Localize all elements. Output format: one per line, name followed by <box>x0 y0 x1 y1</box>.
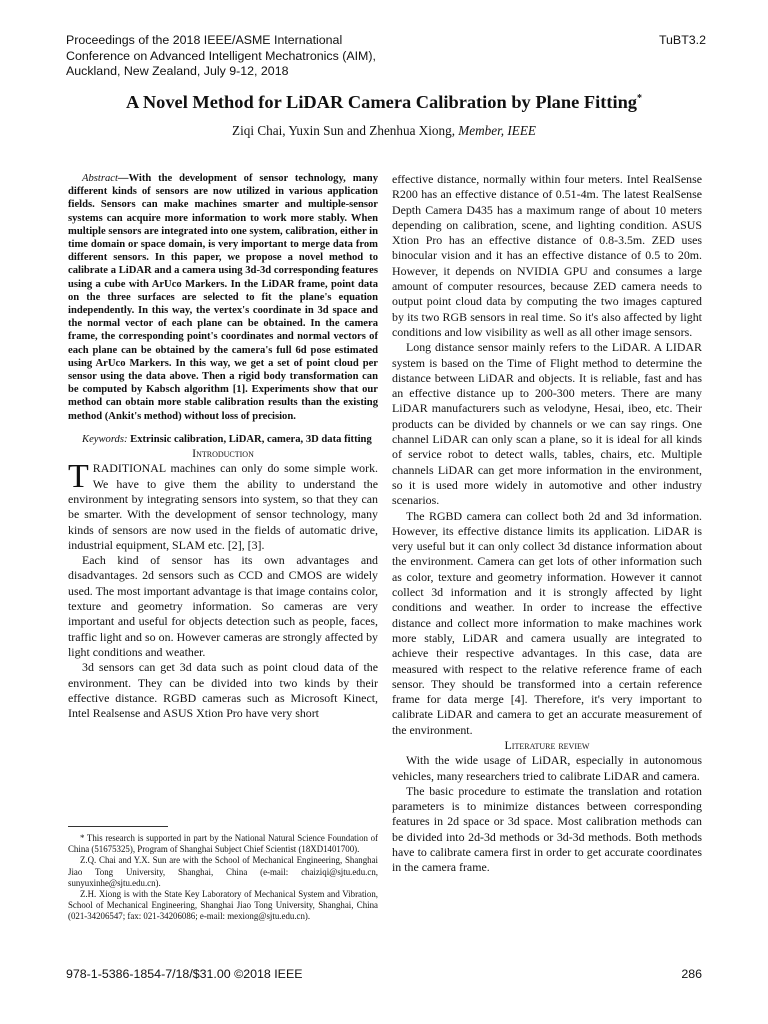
abstract-text: —With the development of sensor technology, many different kinds of sensors are now utilized in various application fields. Sensors can make machines smarter and multiple-sensor systems can acquire more information to work more stably. When multiple sensors are integrated into one system, calibration, either in time domain or space domain, is very important to merge data from different sensors. In this paper, we propose a novel method to calibrate a LiDAR and a camera using 3d-3d corresponding features using a cube with ArUco Markers. In the LiDAR frame, point data on the three surfaces are selected to fit the plane's equation independently. In this way, the vertex's coordinate in 3d space and the normal vector of each plane can be obtained. In the camera frame, the corresponding point's coordinates and normal vectors of each plane can be obtained by the camera's full 6d pose estimated using ArUco Markers. In this way, we get a set of point cloud per sensor using the data above. Then a rigid body transformation can be computed by Kabsch algorithm [1]. Experiments show that our method can obtain more stable calibration results than the existing method (Ankit's method) without loss of precision. <box>68 173 378 422</box>
intro-paragraph-2: Each kind of sensor has its own advantages and disadvantages. 2d sensors such as CCD and CMOS are widely used. The most important advantage is that image contains color, texture and geometry information. So cameras are very important and useful for objects detection such as people, faces, traffic light and so on. However cameras are strongly affected by light conditions and weather. <box>68 553 378 659</box>
footnote-rule <box>68 826 168 827</box>
section-heading-introduction: Introduction <box>192 446 254 461</box>
keywords-label: Keywords: <box>82 433 128 445</box>
abstract-label: Abstract <box>82 173 118 184</box>
footnotes <box>68 826 378 923</box>
author-role: Member, IEEE <box>458 123 536 138</box>
page-footer <box>66 967 702 981</box>
header-line-3: Auckland, New Zealand, July 9-12, 2018 <box>66 64 289 79</box>
author-line <box>0 123 768 139</box>
isbn-copyright: 978-1-5386-1854-7/18/$31.00 ©2018 IEEE <box>66 967 303 981</box>
abstract <box>68 172 378 423</box>
right-paragraph-3: The RGBD camera can collect both 2d and 3d information. However, its effective distance limits its application. LiDAR is very useful but it can only collect 3d distance information about the environment. Camera can get lots of other information such as color, texture and geometry information. However it cannot collect 3d information and it is strongly affected by light conditions and weather. In order to increase the effective distance and collect more information to make machines work more stably, LiDAR and camera usually are integrated to achieve their respective advantages. In this case, data are measured with respect to the relative reference frame of each sensor. They should be transformed into a certain reference frame for data merge [4]. Therefore, it's very important to calibrate LiDAR and camera to get an accurate measurement of the environment. <box>392 508 702 737</box>
right-paragraph-1: effective distance, normally within four meters. Intel RealSense R200 has an effective distance of 0.51-4m. The latest RealSense Depth Camera D435 has a maximum range of about 10 meters depending on calibration, scene, and lighting condition. ASUS Xtion Pro has an effective distance of 0.8-3.5m. ZED uses binocular vision and it has an effective distance of 0.5 to 20m. However, it depends on NVIDIA GPU and consumes a large amount of computer resources, because ZED camera needs to output point cloud data by computing the two images captured by its two RGB sensors in real time. So it's also affected by light conditions and low visibility as well as all other image sensors. <box>392 172 702 339</box>
footnote-affiliation-1: Z.Q. Chai and Y.X. Sun are with the School of Mechanical Engineering, Shanghai Jiao Tong University, Shanghai, China (e-mail: chaiziqi@sjtu.edu.cn, sunyuxinhe@sjtu.edu.cn). <box>68 855 378 888</box>
paper-title <box>0 92 768 113</box>
intro-paragraph-1-text: RADITIONAL machines can only do some simple work. We have to give them the ability to understand the environment by integrating sensors into system, so that they can be smarter. With the development of sensor technology, many kinds of sensors are now used in the fields of automatic drive, industrial equipment, SLAM etc. [2], [3]. <box>68 461 378 552</box>
section-heading-literature-review: Literature review <box>504 737 590 752</box>
footnote-funding: * This research is supported in part by the National Natural Science Foundation of China (51675325), Program of Shanghai Subject Chief Scientist (18XD1401700). <box>68 833 378 855</box>
header-line-2: Conference on Advanced Intelligent Mechatronics (AIM), <box>66 48 376 63</box>
footnote-affiliation-2: Z.H. Xiong is with the State Key Laboratory of Mechanical System and Vibration, School of Mechanical Engineering, Shanghai Jiao Tong University, Shanghai, China (021-34206547; fax: 021-34206086; e-mail: mexiong@sjtu.edu.cn). <box>68 889 378 922</box>
page-number: 286 <box>681 967 702 981</box>
keywords <box>68 433 378 446</box>
right-paragraph-2: Long distance sensor mainly refers to the LiDAR. A LIDAR system is based on the Time of Flight method to determine the distance between LiDAR and objects. It is reliable, fast and has an effective distance up to 200-300 meters. There are many LiDAR manufacturers such as velodyne, Hesai, ibeo, etc. Their products can be divided by channels or we can say rings. One channel LiDAR can only scan a plane, so it is ideal for all kinds of service robot to detect walls, tables, chairs, etc. Multiple channels LiDAR can get more information in the environment, so it is used more widely in automotive and other industry scenarios. <box>392 340 702 508</box>
right-paragraph-5: The basic procedure to estimate the translation and rotation parameters is to minimize distances between corresponding features in 2d space or 3d space. Most calibration methods can be divided into 2d-3d methods or 3d-3d methods. Both methods have to calibrate camera first in order to get accurate coordinates in the camera frame. <box>392 783 702 875</box>
header-line-1: Proceedings of the 2018 IEEE/ASME International <box>66 33 343 47</box>
right-column <box>392 172 702 876</box>
author-names: Ziqi Chai, Yuxin Sun and Zhenhua Xiong, <box>232 123 459 138</box>
left-column <box>68 172 378 721</box>
intro-paragraph-1 <box>68 458 378 553</box>
right-paragraph-4: With the wide usage of LiDAR, especially in autonomous vehicles, many researchers tried to calibrate LiDAR and camera. <box>392 753 702 783</box>
session-code: TuBT3.2 <box>658 33 706 47</box>
intro-paragraph-3: 3d sensors can get 3d data such as point cloud data of the environment. They can be divided into two kinds by their effective distance. RGBD cameras such as Microsoft Kinect, Intel Realsense and ASUS Xtion Pro have very short <box>68 660 378 721</box>
paper-title-text: A Novel Method for LiDAR Camera Calibration by Plane Fitting <box>126 92 637 112</box>
keywords-text: Extrinsic calibration, LiDAR, camera, 3D data fitting <box>127 433 372 445</box>
drop-cap: T <box>68 458 89 496</box>
proceedings-header <box>66 33 706 80</box>
title-footnote-mark: * <box>637 92 642 104</box>
